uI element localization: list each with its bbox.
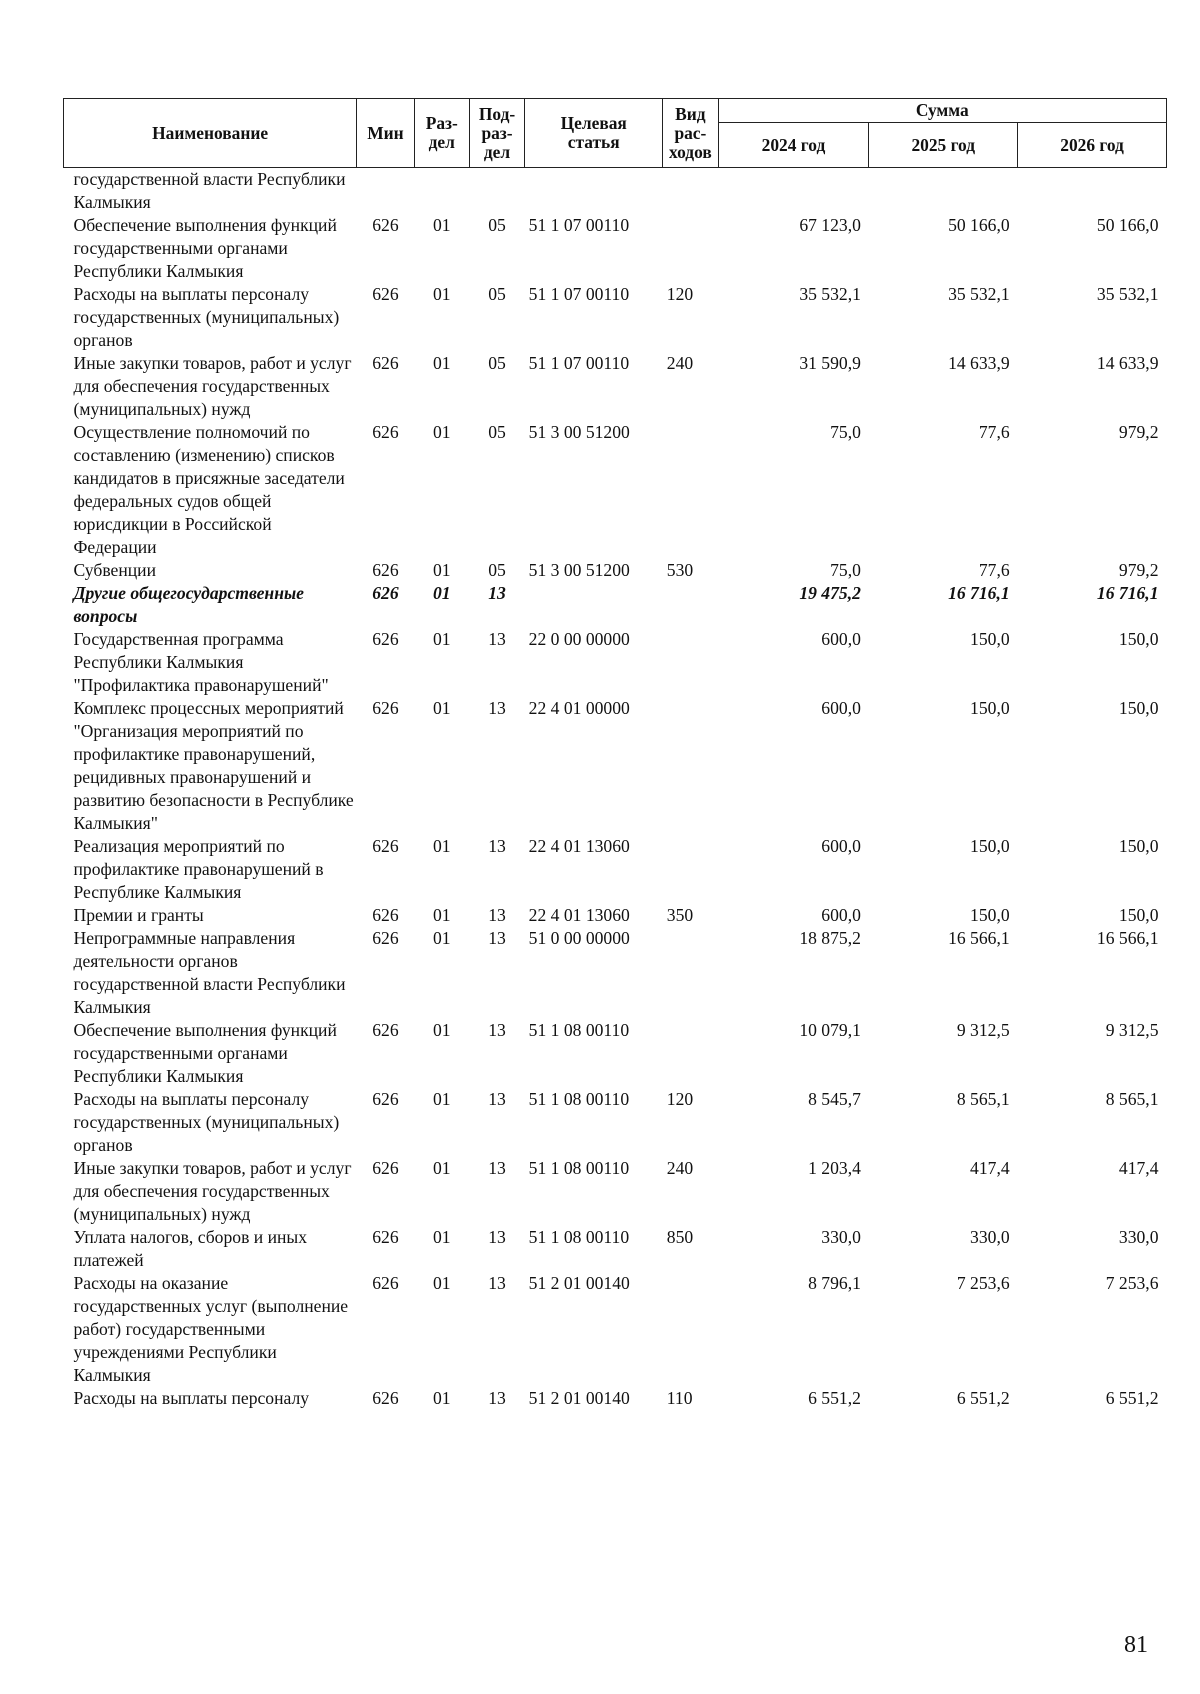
cell-2024: 600,0 xyxy=(821,905,861,925)
cell-vid xyxy=(663,697,718,835)
table-row xyxy=(64,582,1167,628)
cell-2024: 6 551,2 xyxy=(808,1388,861,1408)
header-year-2025: 2025 год xyxy=(869,123,1018,168)
cell-podrazdel: 13 xyxy=(488,1089,506,1109)
cell-razdel: 01 xyxy=(432,698,451,718)
cell-podrazdel: 13 xyxy=(488,836,506,856)
cell-vid: 120 xyxy=(666,1089,694,1109)
cell-2024: 10 079,1 xyxy=(799,1020,861,1040)
cell-razdel xyxy=(414,168,469,215)
cell-statya: 22 4 01 00000 xyxy=(528,698,630,718)
cell-2025: 9 312,5 xyxy=(956,1020,1010,1040)
cell-min: 626 xyxy=(372,1227,399,1247)
cell-podrazdel: 05 xyxy=(488,284,506,304)
table-row xyxy=(64,559,1167,582)
cell-statya: 51 1 07 00110 xyxy=(528,284,630,304)
table-row xyxy=(64,1387,1167,1410)
table-row xyxy=(64,904,1167,927)
cell-statya: 51 3 00 51200 xyxy=(528,422,630,442)
cell-2026: 7 253,6 xyxy=(1105,1273,1159,1293)
cell-2025: 77,6 xyxy=(978,560,1010,580)
cell-name: Расходы на выплаты персоналу государственных (муниципальных) органов xyxy=(73,1089,340,1155)
cell-min: 626 xyxy=(372,698,399,718)
header-razdel: Раз- дел xyxy=(414,99,469,168)
cell-2026: 50 166,0 xyxy=(1096,215,1159,235)
table-row xyxy=(64,927,1167,1019)
cell-min: 626 xyxy=(372,1020,399,1040)
cell-statya: 51 0 00 00000 xyxy=(528,928,630,948)
cell-2024: 75,0 xyxy=(830,422,861,442)
cell-2025: 330,0 xyxy=(970,1227,1010,1247)
cell-vid xyxy=(663,835,718,904)
cell-2025: 8 565,1 xyxy=(956,1089,1010,1109)
cell-2024: 600,0 xyxy=(821,836,861,856)
cell-2024: 18 875,2 xyxy=(799,928,861,948)
cell-name: Другие общегосударственные вопросы xyxy=(73,583,304,626)
cell-statya: 51 1 07 00110 xyxy=(528,353,630,373)
cell-name: Расходы на выплаты персоналу xyxy=(73,1388,310,1408)
cell-2024: 75,0 xyxy=(830,560,861,580)
cell-2024: 35 532,1 xyxy=(799,284,861,304)
cell-2025: 150,0 xyxy=(970,905,1010,925)
cell-2026: 150,0 xyxy=(1118,836,1159,856)
cell-vid xyxy=(663,1272,718,1387)
cell-2024: 67 123,0 xyxy=(799,215,861,235)
header-year-2024: 2024 год xyxy=(718,123,869,168)
table-body xyxy=(64,168,1167,1411)
cell-razdel: 01 xyxy=(432,928,451,948)
cell-razdel: 01 xyxy=(432,583,451,603)
cell-2025 xyxy=(869,168,1018,215)
cell-vid: 120 xyxy=(666,284,694,304)
table-row xyxy=(64,1272,1167,1387)
cell-2026: 417,4 xyxy=(1118,1158,1159,1178)
cell-2025: 77,6 xyxy=(978,422,1010,442)
cell-2025: 16 566,1 xyxy=(948,928,1010,948)
cell-name: Комплекс процессных мероприятий "Организация мероприятий по профилактике правонарушений, рецидивных правонарушений и развитию безопасности в Республике Калмыкия" xyxy=(73,698,354,833)
cell-razdel: 01 xyxy=(432,1158,451,1178)
cell-name: Обеспечение выполнения функций государственными органами Республики Калмыкия xyxy=(73,215,337,281)
cell-razdel: 01 xyxy=(432,422,451,442)
cell-podrazdel: 13 xyxy=(488,1020,506,1040)
cell-podrazdel: 13 xyxy=(488,629,506,649)
cell-vid xyxy=(663,421,718,559)
cell-min: 626 xyxy=(372,583,399,603)
header-statya: Целевая статья xyxy=(525,99,663,168)
cell-min: 626 xyxy=(372,560,399,580)
cell-2024: 330,0 xyxy=(821,1227,861,1247)
table-row xyxy=(64,214,1167,283)
cell-name: Обеспечение выполнения функций государственными органами Республики Калмыкия xyxy=(73,1020,337,1086)
cell-name: Уплата налогов, сборов и иных платежей xyxy=(73,1227,308,1270)
cell-2026: 979,2 xyxy=(1118,560,1159,580)
cell-min xyxy=(357,168,414,215)
cell-2026: 150,0 xyxy=(1118,905,1159,925)
cell-podrazdel: 13 xyxy=(488,928,506,948)
cell-2026: 150,0 xyxy=(1118,629,1159,649)
cell-name: Иные закупки товаров, работ и услуг для обеспечения государственных (муниципальных) нужд xyxy=(73,1158,352,1224)
cell-razdel: 01 xyxy=(432,629,451,649)
cell-min: 626 xyxy=(372,1388,399,1408)
cell-name: Субвенции xyxy=(73,560,156,580)
cell-2025: 6 551,2 xyxy=(956,1388,1010,1408)
cell-podrazdel: 05 xyxy=(488,560,506,580)
cell-razdel: 01 xyxy=(432,1388,451,1408)
table-header xyxy=(64,99,1167,168)
cell-2024: 1 203,4 xyxy=(808,1158,861,1178)
cell-statya: 51 2 01 00140 xyxy=(528,1388,630,1408)
cell-2024: 600,0 xyxy=(821,629,861,649)
cell-razdel: 01 xyxy=(432,1089,451,1109)
table-row xyxy=(64,283,1167,352)
cell-podrazdel: 13 xyxy=(488,1227,506,1247)
cell-min: 626 xyxy=(372,1273,399,1293)
cell-statya xyxy=(525,582,663,628)
cell-vid: 240 xyxy=(666,1158,694,1178)
cell-name: Премии и гранты xyxy=(73,905,204,925)
cell-min: 626 xyxy=(372,629,399,649)
cell-min: 626 xyxy=(372,905,399,925)
cell-2025: 35 532,1 xyxy=(948,284,1010,304)
cell-vid xyxy=(663,927,718,1019)
cell-min: 626 xyxy=(372,422,399,442)
cell-2025: 16 716,1 xyxy=(948,583,1010,603)
cell-2026: 8 565,1 xyxy=(1105,1089,1159,1109)
cell-2026: 330,0 xyxy=(1118,1227,1159,1247)
cell-podrazdel: 05 xyxy=(488,422,506,442)
cell-podrazdel: 05 xyxy=(488,215,506,235)
cell-min: 626 xyxy=(372,1158,399,1178)
cell-2026: 16 566,1 xyxy=(1096,928,1159,948)
cell-2025: 150,0 xyxy=(970,836,1010,856)
cell-vid: 240 xyxy=(666,353,694,373)
cell-vid xyxy=(663,214,718,283)
header-name: Наименование xyxy=(64,99,357,168)
cell-name: Осуществление полномочий по составлению (изменению) списков кандидатов в присяжные заседатели федеральных судов общей юрисдикции в Российской Федерации xyxy=(73,422,345,557)
cell-2025: 417,4 xyxy=(970,1158,1010,1178)
cell-vid xyxy=(663,1019,718,1088)
cell-2025: 7 253,6 xyxy=(956,1273,1010,1293)
cell-name: государственной власти Республики Калмыкия xyxy=(73,169,346,212)
cell-statya: 22 0 00 00000 xyxy=(528,629,630,649)
header-min: Мин xyxy=(357,99,414,168)
cell-podrazdel: 05 xyxy=(488,353,506,373)
cell-razdel: 01 xyxy=(432,1020,451,1040)
cell-podrazdel: 13 xyxy=(488,1158,506,1178)
cell-vid: 350 xyxy=(666,905,694,925)
cell-statya: 51 1 08 00110 xyxy=(528,1020,630,1040)
cell-2024 xyxy=(718,168,869,215)
cell-podrazdel: 13 xyxy=(488,698,506,718)
cell-2026: 9 312,5 xyxy=(1105,1020,1159,1040)
cell-vid: 850 xyxy=(666,1227,694,1247)
cell-vid xyxy=(663,628,718,697)
cell-name: Расходы на оказание государственных услуг (выполнение работ) государственными учреждениями Республики Калмыкия xyxy=(73,1273,349,1385)
cell-name: Государственная программа Республики Калмыкия "Профилактика правонарушений" xyxy=(73,629,329,695)
header-year-2026: 2026 год xyxy=(1018,123,1167,168)
cell-vid xyxy=(663,582,718,628)
cell-podrazdel: 13 xyxy=(488,905,506,925)
cell-2024: 8 545,7 xyxy=(808,1089,861,1109)
cell-min: 626 xyxy=(372,928,399,948)
budget-table xyxy=(63,98,1167,1410)
cell-podrazdel: 13 xyxy=(488,1273,506,1293)
cell-2025: 50 166,0 xyxy=(948,215,1010,235)
table-row xyxy=(64,1157,1167,1226)
cell-statya: 22 4 01 13060 xyxy=(528,905,630,925)
cell-2026: 150,0 xyxy=(1118,698,1159,718)
cell-2026: 16 716,1 xyxy=(1096,583,1159,603)
cell-2025: 150,0 xyxy=(970,629,1010,649)
cell-min: 626 xyxy=(372,353,399,373)
cell-2026: 6 551,2 xyxy=(1105,1388,1159,1408)
cell-2026 xyxy=(1018,168,1167,215)
cell-statya: 51 1 08 00110 xyxy=(528,1227,630,1247)
header-podrazdel: Под- раз- дел xyxy=(469,99,524,168)
cell-name: Иные закупки товаров, работ и услуг для обеспечения государственных (муниципальных) нужд xyxy=(73,353,352,419)
table-row xyxy=(64,628,1167,697)
cell-razdel: 01 xyxy=(432,905,451,925)
cell-vid xyxy=(663,168,718,215)
cell-2024: 19 475,2 xyxy=(799,583,861,603)
header-vid: Вид рас- ходов xyxy=(663,99,718,168)
table-row xyxy=(64,168,1167,215)
cell-2026: 35 532,1 xyxy=(1096,284,1159,304)
cell-2026: 979,2 xyxy=(1118,422,1159,442)
cell-razdel: 01 xyxy=(432,353,451,373)
cell-razdel: 01 xyxy=(432,560,451,580)
cell-min: 626 xyxy=(372,836,399,856)
cell-statya: 51 1 08 00110 xyxy=(528,1158,630,1178)
table-row xyxy=(64,1226,1167,1272)
cell-2024: 600,0 xyxy=(821,698,861,718)
cell-podrazdel xyxy=(469,168,524,215)
header-summa: Сумма xyxy=(718,99,1166,123)
cell-name: Непрограммные направления деятельности органов государственной власти Республики Калмыкия xyxy=(73,928,346,1017)
cell-2026: 14 633,9 xyxy=(1096,353,1159,373)
cell-min: 626 xyxy=(372,1089,399,1109)
cell-min: 626 xyxy=(372,284,399,304)
table-row xyxy=(64,352,1167,421)
table-row xyxy=(64,1088,1167,1157)
page-number: 81 xyxy=(1124,1632,1148,1658)
cell-razdel: 01 xyxy=(432,836,451,856)
cell-2024: 31 590,9 xyxy=(799,353,861,373)
cell-statya xyxy=(525,168,663,215)
cell-statya: 51 1 07 00110 xyxy=(528,215,630,235)
cell-vid: 110 xyxy=(666,1388,693,1408)
cell-name: Реализация мероприятий по профилактике правонарушений в Республике Калмыкия xyxy=(73,836,324,902)
table-row xyxy=(64,1019,1167,1088)
cell-razdel: 01 xyxy=(432,215,451,235)
cell-podrazdel: 13 xyxy=(488,1388,506,1408)
cell-razdel: 01 xyxy=(432,1273,451,1293)
cell-statya: 51 1 08 00110 xyxy=(528,1089,630,1109)
cell-statya: 51 3 00 51200 xyxy=(528,560,630,580)
cell-vid: 530 xyxy=(666,560,694,580)
cell-podrazdel: 13 xyxy=(488,583,506,603)
cell-2025: 150,0 xyxy=(970,698,1010,718)
cell-statya: 22 4 01 13060 xyxy=(528,836,630,856)
cell-razdel: 01 xyxy=(432,1227,451,1247)
table-row xyxy=(64,697,1167,835)
cell-2025: 14 633,9 xyxy=(948,353,1010,373)
cell-2024: 8 796,1 xyxy=(808,1273,861,1293)
table-row xyxy=(64,835,1167,904)
table-row xyxy=(64,421,1167,559)
cell-name: Расходы на выплаты персоналу государственных (муниципальных) органов xyxy=(73,284,340,350)
cell-statya: 51 2 01 00140 xyxy=(528,1273,630,1293)
cell-razdel: 01 xyxy=(432,284,451,304)
cell-min: 626 xyxy=(372,215,399,235)
